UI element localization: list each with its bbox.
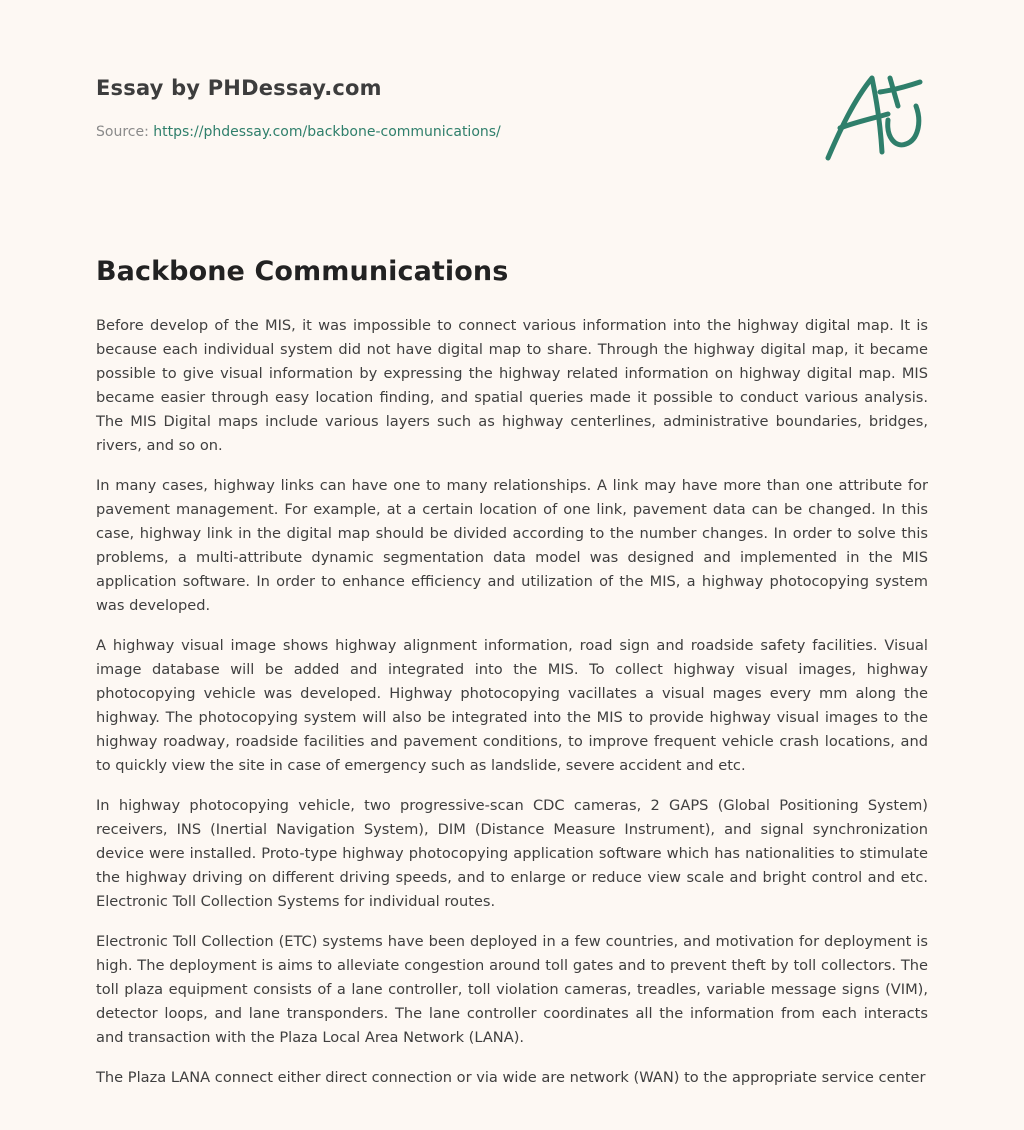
essay-paragraph: In highway photocopying vehicle, two progressive-scan CDC cameras, 2 GAPS (Global Positioning System) receivers, INS (Inertial Navigation System), DIM (Distance Measure Instrument), and signal synchronization device were installed. Proto-type highway photocopying application software which has nationalities to stimulate the highway driving on different driving speeds, and to enlarge or reduce view scale and bright control and etc. Electronic Toll Collection Systems for individual routes. — [96, 797, 928, 910]
essay-title: Backbone Communications — [96, 256, 509, 287]
essay-paragraph: Electronic Toll Collection (ETC) systems have been deployed in a few countries, and motivation for deployment is high. The deployment is aims to alleviate congestion around toll gates and to prevent theft by toll collectors. The toll plaza equipment consists of a lane controller, toll violation cameras, treadles, variable message signs (VIM), detector loops, and lane transponders. The lane controller coordinates all the information from each interacts and transaction with the Plaza Local Area Network (LANA). — [96, 933, 928, 1046]
a-plus-logo-icon — [822, 68, 926, 164]
essay-body — [96, 314, 928, 1106]
header — [96, 0, 928, 220]
essay-page — [96, 0, 928, 1086]
essay-paragraph: The Plaza LANA connect either direct connection or via wide are network (WAN) to the appropriate service center — [96, 1069, 926, 1086]
site-brand: Essay by PHDessay.com — [96, 76, 382, 100]
essay-paragraph: Before develop of the MIS, it was impossible to connect various information into the highway digital map. It is because each individual system did not have digital map to share. Through the highway digital map, it became possible to give visual information by expressing the highway related information on highway digital map. MIS became easier through easy location finding, and spatial queries made it possible to conduct various analysis. The MIS Digital maps include various layers such as highway centerlines, administrative boundaries, bridges, rivers, and so on. — [96, 317, 928, 454]
source-link[interactable]: https://phdessay.com/backbone-communications/ — [153, 124, 501, 140]
source-label: Source: — [96, 124, 149, 140]
essay-paragraph: A highway visual image shows highway alignment information, road sign and roadside safety facilities. Visual image database will be added and integrated into the MIS. To collect highway visual images, highway photocopying vehicle was developed. Highway photocopying vacillates a visual mages every mm along the highway. The photocopying system will also be integrated into the MIS to provide highway visual images to the highway roadway, roadside facilities and pavement conditions, to improve frequent vehicle crash locations, and to quickly view the site in case of emergency such as landslide, severe accident and etc. — [96, 637, 928, 774]
source-line — [96, 124, 501, 140]
essay-paragraph: In many cases, highway links can have one to many relationships. A link may have more than one attribute for pavement management. For example, at a certain location of one link, pavement data can be changed. In this case, highway link in the digital map should be divided according to the number changes. In order to solve this problems, a multi-attribute dynamic segmentation data model was designed and implemented in the MIS application software. In order to enhance efficiency and utilization of the MIS, a highway photocopying system was developed. — [96, 477, 928, 614]
